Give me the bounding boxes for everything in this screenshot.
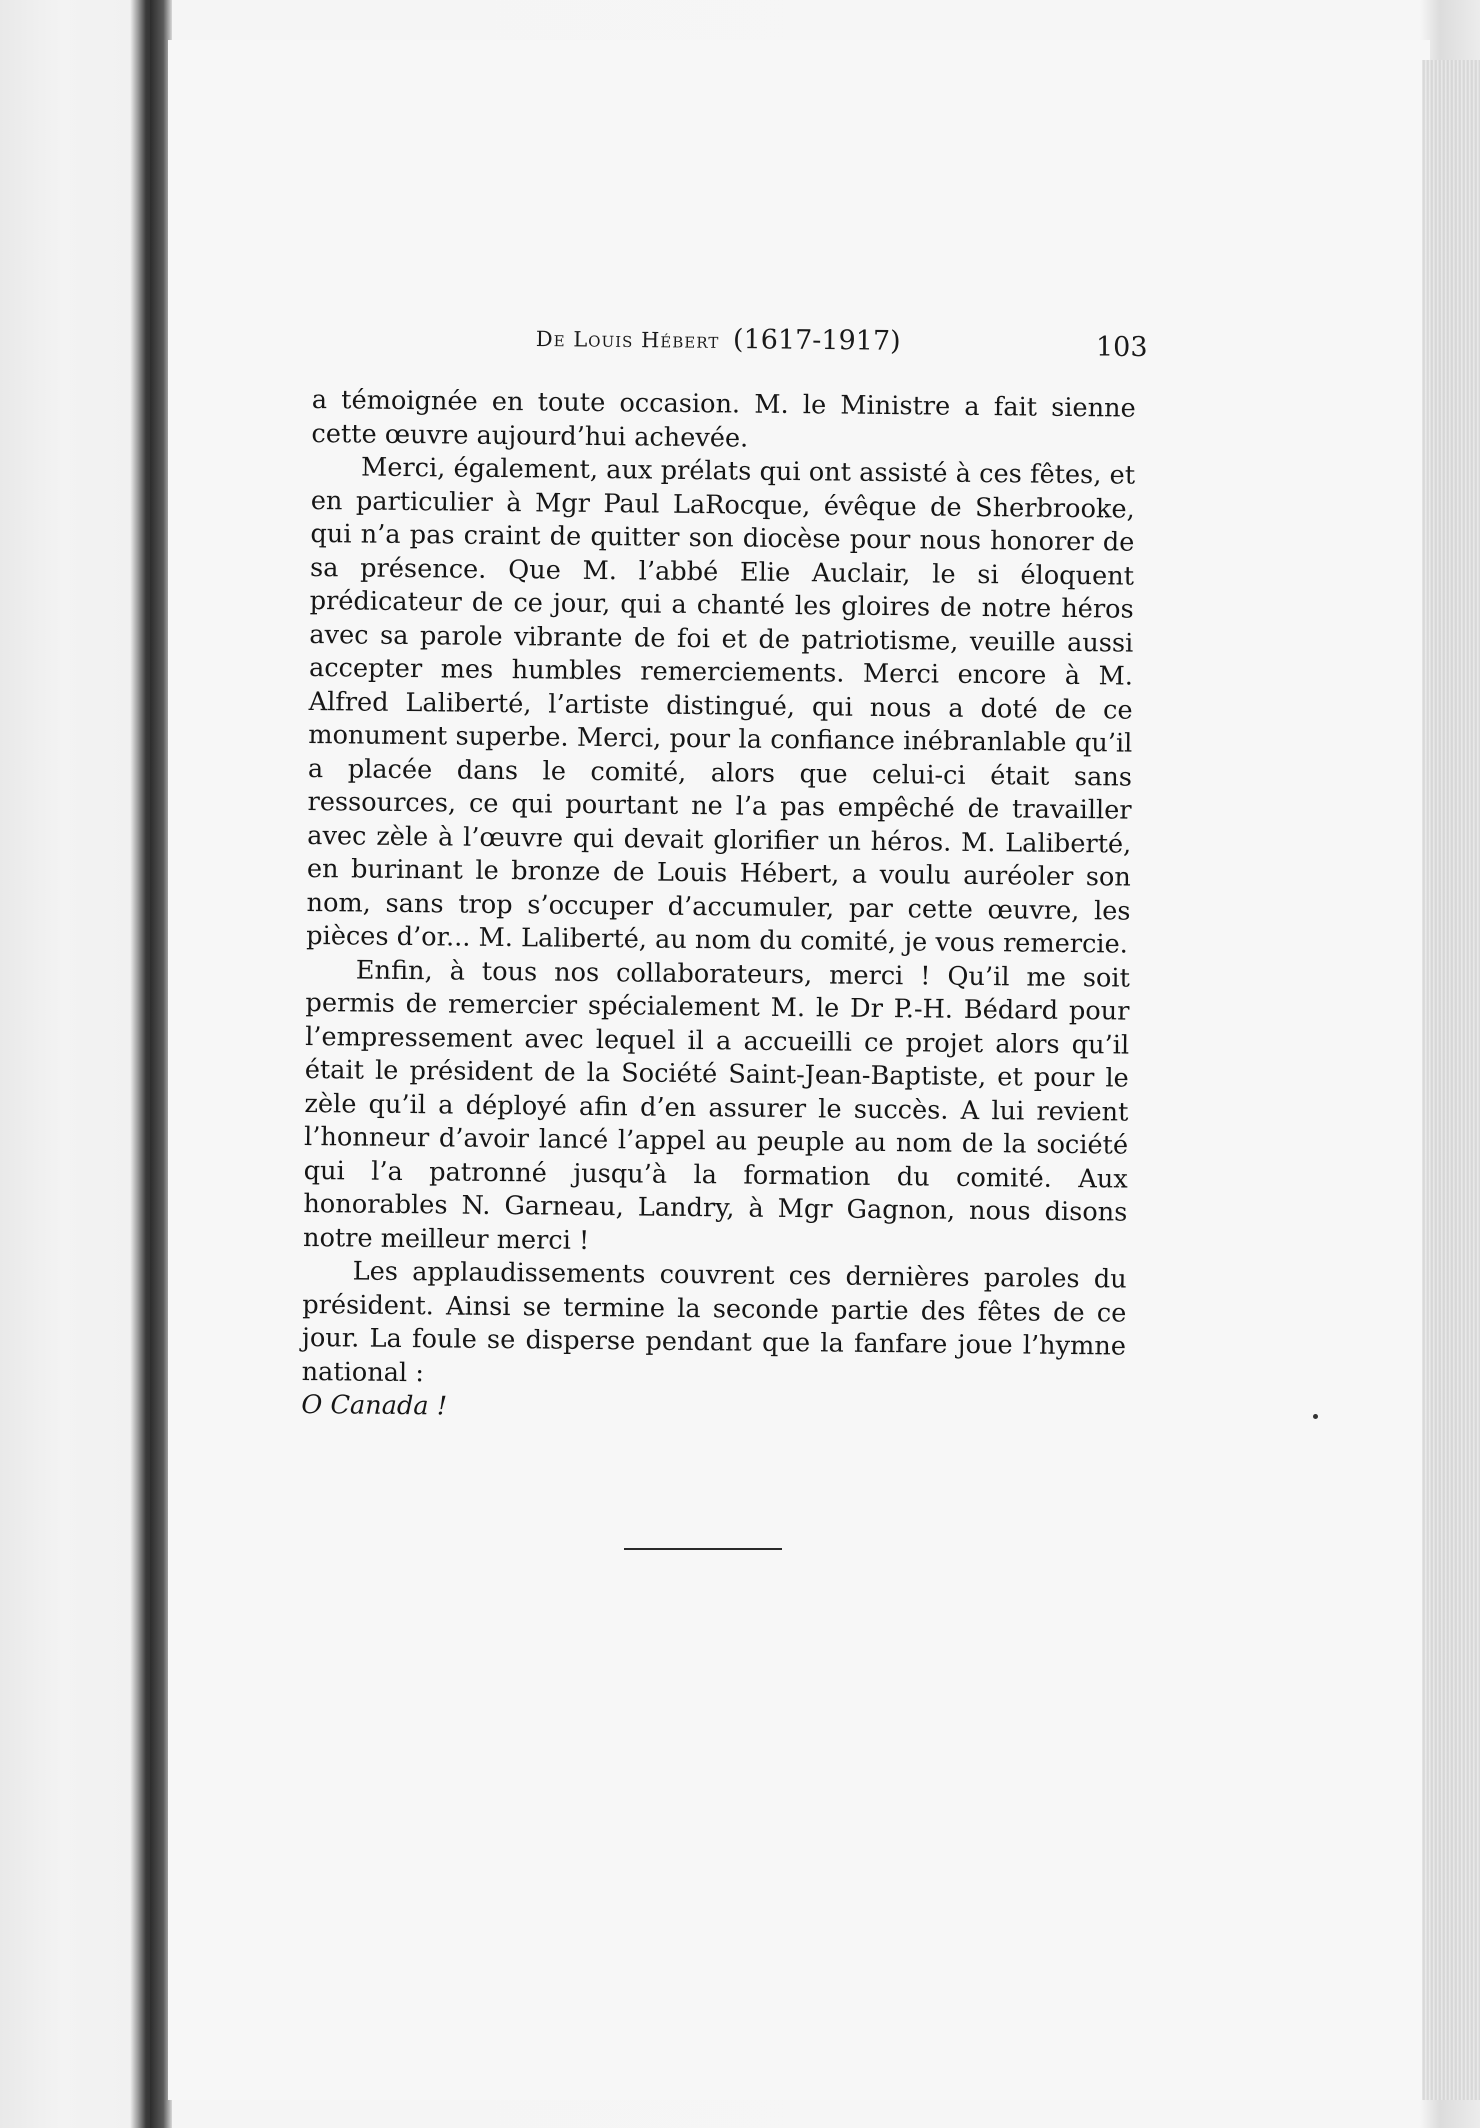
closing-line: O Canada !	[301, 1389, 448, 1422]
scan-speck	[1313, 1414, 1318, 1419]
paragraph-4: Les applaudissements couvrent ces dernières paroles du président. Ainsi se termine la seconde partie des fêtes de ce jour. La foule se disperse pendant que la fanfare joue l’hymne national :	[301, 1256, 1127, 1388]
running-head-years: (1617-1917)	[732, 324, 901, 357]
page-edges	[1422, 60, 1480, 2100]
paragraph-3: Enfin, à tous nos collaborateurs, merci ! Qu’il me soit permis de remercier spécialement M. le Dr P.-H. Bédard pour l’empressement avec lequel il a accueilli ce projet alors qu’il était le président de la Société Saint-Jean-Baptiste, et pour le zèle qu’il a déployé afin d’en assurer le succès. A lui revient l’honneur d’avoir lancé l’appel au peuple au nom de la société qui l’a patronné jusqu’à la formation du comité. Aux honorables N. Garneau, Landry, à Mgr Gagnon, nous disons notre meilleur merci !	[302, 954, 1130, 1256]
paragraph-1: a témoignée en toute occasion. M. le Ministre a fait sienne cette œuvre aujourd’hui achevée.	[311, 384, 1136, 454]
body-text	[301, 384, 1136, 1431]
running-head-title: De Louis Hébert	[535, 326, 720, 353]
running-head	[536, 322, 901, 357]
page-number: 103	[1096, 332, 1148, 363]
paragraph-2: Merci, également, aux prélats qui ont assisté à ces fêtes, et en particulier à Mgr Paul LaRocque, évêque de Sherbrooke, qui n’a pas craint de quitter son diocèse pour nous honorer de sa présence. Que M. l’abbé Elie Auclair, le si éloquent prédicateur de ce jour, qui a chanté les gloires de notre héros avec sa parole vibrante de foi et de patriotisme, veuille aussi accepter mes humbles remerciements. Merci encore à M. Alfred Laliberté, l’artiste distingué, qui nous a doté de ce monument superbe. Merci, pour la confiance inébranlable qu’il a placée dans le comité, alors que celui-ci était sans ressources, ce qui pourtant ne l’a pas empêché de travailler avec zèle à l’œuvre qui devait glorifier un héros. M. Laliberté, en burinant le bronze de Louis Hébert, a voulu auréoler son nom, sans trop s’occuper d’accumuler, par cette œuvre, les pièces d’or... M. Laliberté, au nom du comité, je vous remercie.	[306, 452, 1136, 960]
end-rule	[624, 1548, 782, 1550]
